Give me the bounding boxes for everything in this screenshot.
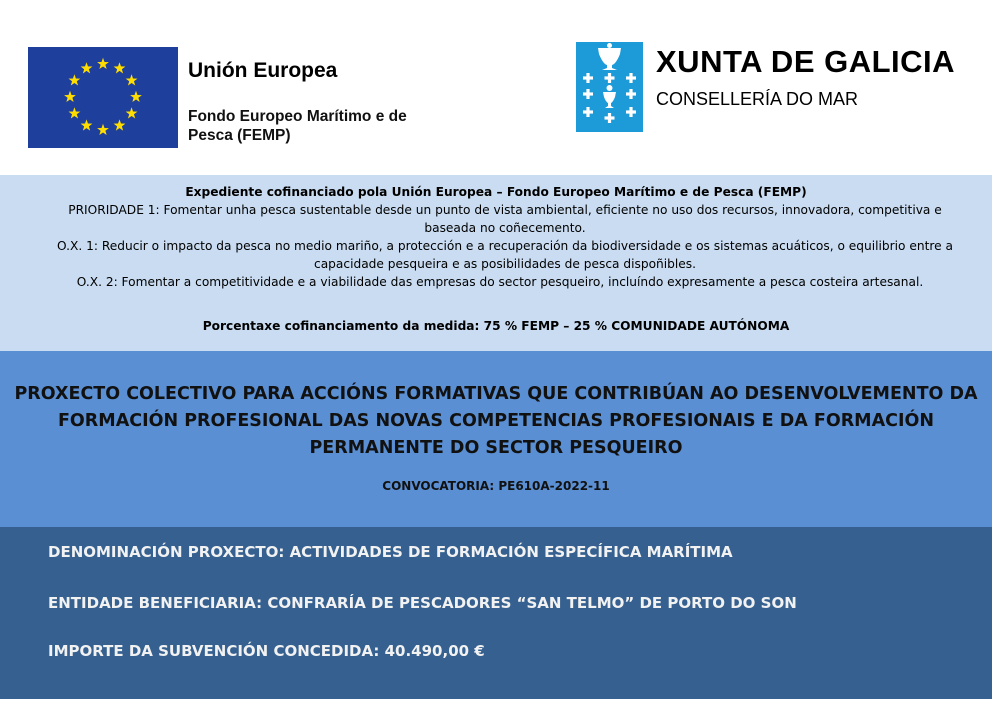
eu-star: [126, 74, 138, 85]
eu-star: [64, 91, 76, 102]
eu-subtitle: Fondo Europeo Marítimo e de Pesca (FEMP): [188, 108, 407, 144]
priority-text: PRIORIDADE 1: Fomentar unha pesca sustentable desde un punto de vista ambiental, eficiente no uso dos recursos, innovadora, competitiva e baseada no coñecemento.: [68, 203, 942, 235]
project-name-text: DENOMINACIÓN PROXECTO: ACTIVIDADES DE FORMACIÓN ESPECÍFICA MARÍTIMA: [48, 543, 733, 561]
objective-2-text: O.X. 2: Fomentar a competitividade e a viabilidade das empresas do sector pesqueiro, incluíndo expresamente a pesca costeira artesanal.: [76, 275, 924, 289]
header: [0, 0, 992, 175]
eu-flag-icon: [28, 47, 178, 148]
project-details-panel: [0, 527, 992, 699]
objective-1-text: O.X. 1: Reducir o impacto da pesca no medio mariño, a protección e a recuperación da biodiversidade e os sistemas acuáticos, o equilibrio entre a capacidade pesqueira e as posibilidades de pesca dispoñibles.: [57, 239, 953, 271]
cofinancing-percentage-text: Porcentaxe cofinanciamento da medida: 75 % FEMP – 25 % COMUNIDADE AUTÓNOMA: [202, 319, 790, 333]
project-panel: [0, 351, 992, 527]
eu-star: [81, 119, 93, 130]
xunta-title: XUNTA DE GALICIA: [656, 44, 956, 79]
xunta-subtitle: CONSELLERÍA DO MAR: [656, 89, 859, 109]
xunta-coat-of-arms-icon: [576, 42, 643, 132]
eu-star: [114, 62, 126, 73]
convocatoria-text: CONVOCATORIA: PE610A-2022-11: [382, 479, 610, 493]
beneficiary-text: ENTIDADE BENEFICIARIA: CONFRARÍA DE PESCADORES “SAN TELMO” DE PORTO DO SON: [48, 594, 797, 612]
eu-star: [126, 107, 138, 118]
project-title: PROXECTO COLECTIVO PARA ACCIÓNS FORMATIVAS QUE CONTRIBÚAN AO DESENVOLVEMENTO DA FORMACIÓN PROFESIONAL DAS NOVAS COMPETENCIAS PROFESIONAIS E DA FORMACIÓN PERMANENTE DO SECTOR PESQUEIRO: [14, 384, 978, 458]
eu-star: [114, 119, 126, 130]
eu-star: [130, 91, 142, 102]
eu-star: [69, 107, 81, 118]
funded-by-text: Expediente cofinanciado pola Unión Europea – Fondo Europeo Marítimo e de Pesca (FEMP): [185, 185, 807, 199]
grant-amount-text: IMPORTE DA SUBVENCIÓN CONCEDIDA: 40.490,00 €: [48, 642, 485, 660]
eu-title: Unión Europea: [188, 59, 338, 82]
cofinancing-info-panel: [0, 175, 992, 351]
eu-star: [97, 58, 109, 69]
eu-star: [97, 124, 109, 135]
eu-star: [69, 74, 81, 85]
eu-star: [81, 62, 93, 73]
